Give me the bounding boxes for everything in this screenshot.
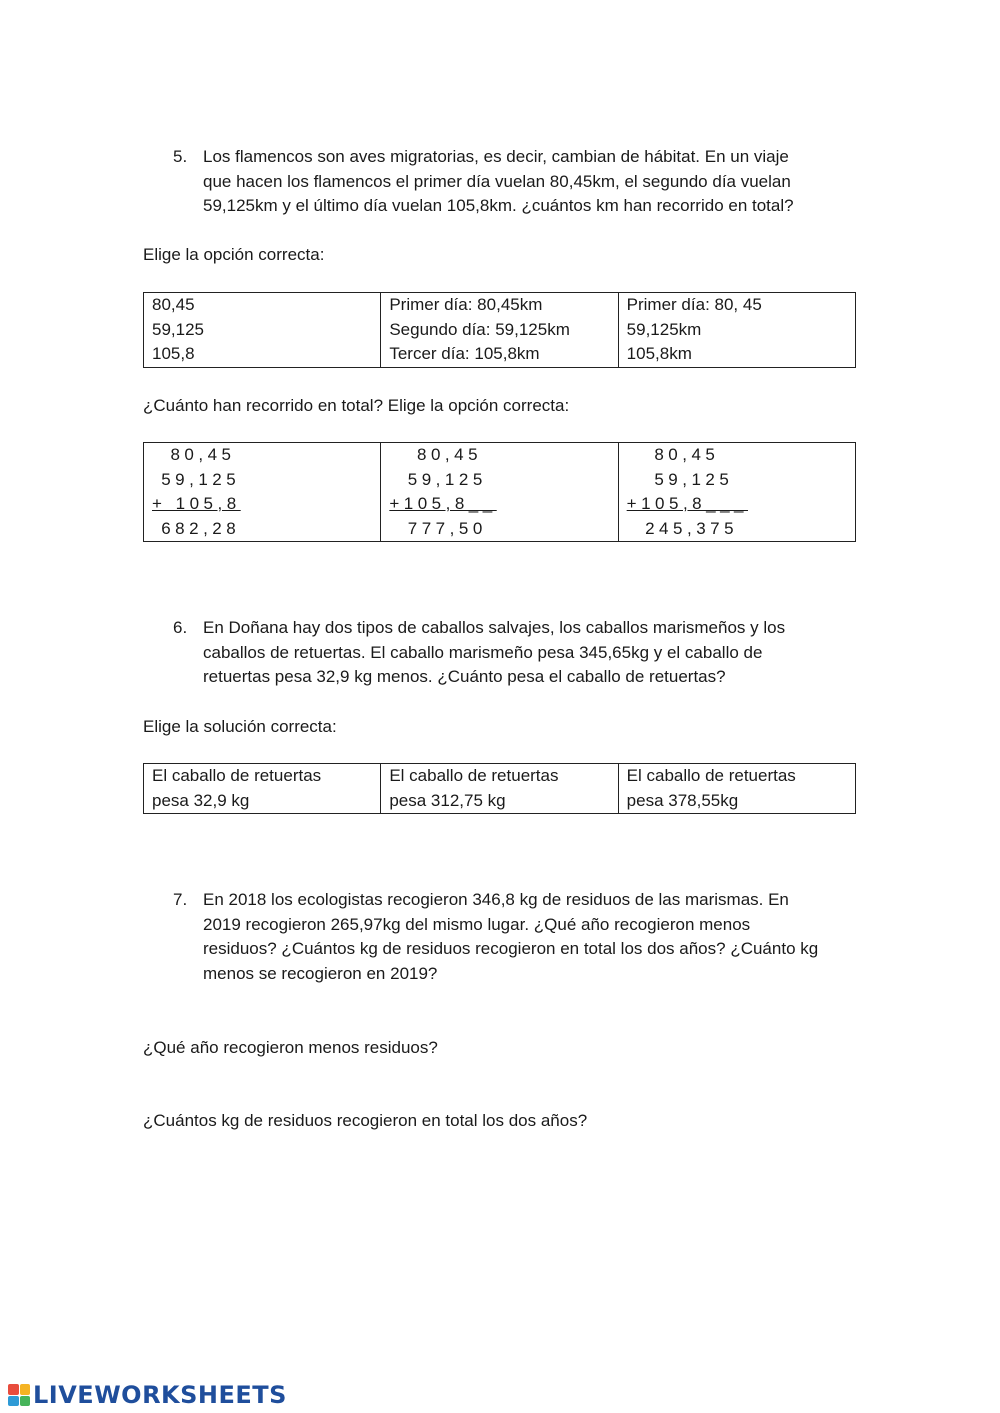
solution-option-c[interactable]: El caballo de retuertas pesa 378,55kg [618,764,855,814]
sum-option-c[interactable]: 80,45 59,125 +105,8___ 245,375 [618,443,855,542]
question-7 [173,888,873,986]
prompt-total-distance: ¿Cuánto han recorrido en total? Elige la opción correcta: [143,396,570,415]
option-b-cell[interactable]: Primer día: 80,45km Segundo día: 59,125km Tercer día: 105,8km [381,293,618,368]
prompt-choose-solution: Elige la solución correcta: [143,717,337,736]
option-c-cell[interactable]: Primer día: 80, 45 59,125km 105,8km [618,293,855,368]
prompt-choose-option: Elige la opción correcta: [143,245,325,264]
question-5 [173,145,873,219]
solution-option-a[interactable]: El caballo de retuertas pesa 32,9 kg [144,764,381,814]
option-table-2 [143,442,856,542]
subquestion-which-year: ¿Qué año recogieron menos residuos? [143,1038,438,1057]
question-text: En Doñana hay dos tipos de caballos salvajes, los caballos marismeños y los caballos de retuertas. El caballo marismeño pesa 345,65kg y el caballo de retuertas pesa 32,9 kg menos. ¿Cuánto pesa el caballo de retuertas? [203,618,786,686]
option-table-1 [143,292,856,368]
sum-option-b[interactable]: 80,45 59,125 +105,8__ 777,50 [381,443,618,542]
option-a-cell[interactable]: 80,45 59,125 105,8 [144,293,381,368]
question-text: En 2018 los ecologistas recogieron 346,8 kg de residuos de las marismas. En 2019 recogieron 265,97kg del mismo lugar. ¿Qué año recogieron menos residuos? ¿Cuántos kg de residuos recogieron en total los dos años? ¿Cuánto kg menos se recogieron en 2019? [203,890,819,983]
solution-option-b[interactable]: El caballo de retuertas pesa 312,75 kg [381,764,618,814]
liveworksheets-logo [8,1382,287,1408]
logo-icon [8,1384,30,1406]
question-6 [173,616,873,690]
subquestion-total-kg: ¿Cuántos kg de residuos recogieron en total los dos años? [143,1111,588,1130]
question-number: 7. [173,890,188,909]
option-table-3 [143,763,856,814]
question-text: Los flamencos son aves migratorias, es decir, cambian de hábitat. En un viaje que hacen los flamencos el primer día vuelan 80,45km, el segundo día vuelan 59,125km y el último día vuelan 105,8km. ¿cuántos km han recorrido en total? [203,147,794,215]
question-number: 5. [173,147,188,166]
sum-option-a[interactable]: 80,45 59,125 + 105,8 682,28 [144,443,381,542]
logo-text: LIVEWORKSHEETS [33,1380,287,1409]
question-number: 6. [173,618,188,637]
